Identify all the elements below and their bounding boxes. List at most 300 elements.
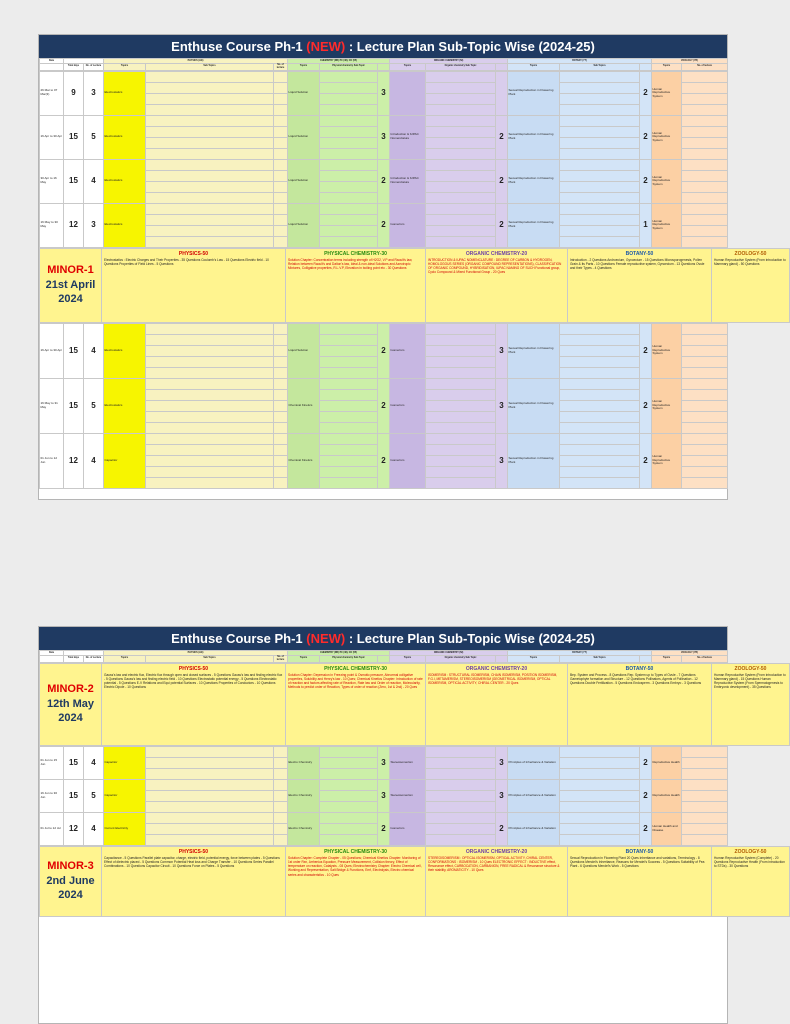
chem-lecture-cell: 2	[378, 323, 390, 378]
bot-subtopic-cell	[560, 192, 640, 203]
physics-subtopic-cell	[146, 823, 274, 834]
chem-subtopic-cell	[320, 323, 378, 334]
total-days-cell: 12	[64, 433, 84, 488]
zoo-subtopic-cell	[682, 422, 728, 433]
chem-topic-cell: Electro Chemistry	[288, 779, 320, 812]
bot-subtopic-cell	[560, 214, 640, 225]
bot-subtopic-cell	[560, 71, 640, 82]
minor-1-organic: ORGANIC CHEMISTRY-20 INTRODUCTION & IUPAC NOMENCLATURE : DEGREE OF CARBON & HYDROGEN, HOMOLOGOUS SERIES (ORGANIC COMPOUND REPRESENTATIONS), CLASSIFICATION OF ORGANIC COMPOUND, HYBRIDISATION, IUPAC NAMING OF SUCH Functional group, Cyclo Compound & Mixed Functional Group - 20 Ques	[426, 248, 568, 322]
org-subtopic-cell	[426, 433, 496, 444]
chem-subtopic-cell	[320, 104, 378, 115]
physics-subtopics-header: Sub Topics	[146, 64, 274, 71]
physics-subtopic-cell	[146, 422, 274, 433]
zoo-subtopic-cell	[682, 334, 728, 345]
chem-subtopic-cell	[320, 203, 378, 214]
physics-subtopic-cell	[146, 367, 274, 378]
physics-subtopic-cell	[146, 801, 274, 812]
chem-subtopic-cell	[320, 389, 378, 400]
org-topic-cell: Stereoisomerism	[390, 779, 426, 812]
physics-subtopic-cell	[146, 137, 274, 148]
physics-subtopic-cell	[146, 192, 274, 203]
chem-topic-cell: Electro Chemistry	[288, 812, 320, 845]
physics-topic-cell: Current Electricity	[104, 812, 146, 845]
lectures-cell: 4	[84, 159, 104, 203]
minor-3-botany: BOTANY-50 Sexual Reproduction in Flowering Plant 20 Ques Inheritance and variations, Terminology - 8 Questions Mendel's Inheritance, Reasons for Mendel's Success - 5 Questions Suitability of Pea Plant - 6 Questions Mendel's Work - 5 Questions	[568, 846, 712, 916]
schedule-row	[40, 159, 728, 170]
org-subtopic-cell	[426, 159, 496, 170]
org-topic-cell: Isomerism	[390, 378, 426, 433]
zoo-subtopic-cell	[682, 71, 728, 82]
schedule-row	[40, 203, 728, 214]
bot-subtopic-cell	[560, 455, 640, 466]
chem-topics-header-2: Topics	[288, 656, 320, 663]
zoology-header-2: ZOOLOGY (YB)	[652, 651, 728, 656]
schedule-block-3	[39, 746, 727, 846]
zoo-topic-cell: Human Reproductive System	[652, 71, 682, 115]
chemistry-header-2: CHEMISTRY (RR) PC (38), OC (55)	[288, 651, 390, 656]
org-topic-cell: Isomerism	[390, 323, 426, 378]
schedule-row	[40, 433, 728, 444]
bot-subtopics-header: Sub Topics	[560, 64, 640, 71]
bot-topics-header-2: Topics	[508, 656, 560, 663]
org-topics-header-2: Topics	[390, 656, 426, 663]
zoo-topic-cell: Human Reproductive System	[652, 323, 682, 378]
minor-1-zoology: ZOOLOGY-50 Human Reproductive System (From introduction to Mammary gland) - 50 Questions	[712, 248, 790, 322]
chem-topic-cell: Chemical Kinetics	[288, 433, 320, 488]
org-subtopic-cell	[426, 203, 496, 214]
chem-subtopic-cell	[320, 115, 378, 126]
minor-3-label: MINOR-3 2nd June 2024	[40, 846, 102, 916]
chem-lecture-cell: 2	[378, 378, 390, 433]
physics-subtopic-cell	[146, 345, 274, 356]
zoo-lecture-header-2: No. of lecture	[682, 656, 728, 663]
org-subtopic-cell	[426, 477, 496, 488]
lectures-cell: 4	[84, 746, 104, 779]
zoo-subtopic-cell	[682, 137, 728, 148]
chem-lecture-cell: 3	[378, 115, 390, 159]
org-topic-cell: Isomerism	[390, 203, 426, 247]
zoo-subtopic-cell	[682, 378, 728, 389]
org-lecture-cell: 2	[496, 115, 508, 159]
chem-subtopic-cell	[320, 356, 378, 367]
bot-topic-cell: Sexual Reproduction in Flowering Plant	[508, 115, 560, 159]
chem-subtopic-cell	[320, 444, 378, 455]
date-header: Date	[40, 59, 64, 64]
bot-lecture-cell: 2	[640, 159, 652, 203]
chem-topic-cell: Liquid Solution	[288, 159, 320, 203]
physics-topic-cell: Capacitor	[104, 433, 146, 488]
minor-2-label: MINOR-2 12th May 2024	[40, 663, 102, 745]
org-subtopics-header-2: Organic chemistry Sub Topic	[426, 656, 496, 663]
lectures-cell: 3	[84, 71, 104, 115]
org-topic-cell: Introduction & IUPAC Nomenclature	[390, 159, 426, 203]
zoo-subtopic-cell	[682, 214, 728, 225]
physics-topic-cell: Electrostatics	[104, 203, 146, 247]
zoo-subtopic-cell	[682, 812, 728, 823]
subheader-row	[40, 64, 728, 71]
org-subtopic-cell	[426, 82, 496, 93]
lecture-table-2	[39, 650, 728, 663]
org-subtopic-cell	[426, 236, 496, 247]
org-topic-cell: Stereoisomerism	[390, 746, 426, 779]
org-subtopic-cell	[426, 768, 496, 779]
bot-subtopic-cell	[560, 779, 640, 790]
physics-subtopic-cell	[146, 768, 274, 779]
org-topic-cell: Isomerism	[390, 812, 426, 845]
zoo-topics-header: Topics	[652, 64, 682, 71]
zoology-header: ZOOLOGY (YB)	[652, 59, 728, 64]
bot-subtopic-cell	[560, 93, 640, 104]
bot-subtopic-cell	[560, 345, 640, 356]
org-lecture-cell: 3	[496, 433, 508, 488]
schedule-row	[40, 746, 728, 757]
zoo-subtopic-cell	[682, 82, 728, 93]
zoo-subtopic-cell	[682, 411, 728, 422]
physics-subtopic-cell	[146, 389, 274, 400]
chem-subtopic-cell	[320, 345, 378, 356]
minor-2-organic: ORGANIC CHEMISTRY-20 ISOMERISM : STRUCTURAL ISOMERISM, CHAIN ISOMERISM, POSITION ISOMERISM, F.G.I, METAMERISM, STEREOISOMERISM (GEOMETRICAL ISOMERISM, OPTICAL ISOMERISM, OPTICAL ACTIVITY, CHIRAL CENTER - 20 Ques	[426, 663, 568, 745]
org-topic-cell	[390, 71, 426, 115]
zoo-subtopic-cell	[682, 367, 728, 378]
zoo-subtopic-cell	[682, 181, 728, 192]
total-days-cell: 12	[64, 203, 84, 247]
chem-subtopic-cell	[320, 93, 378, 104]
physics-subtopic-cell	[146, 203, 274, 214]
org-subtopic-cell	[426, 444, 496, 455]
chem-subtopic-cell	[320, 71, 378, 82]
bot-subtopic-cell	[560, 757, 640, 768]
minor-2-zoology: ZOOLOGY-50 Human Reproductive System (From introduction to Mammary gland) - 15 Questions Human Reproductive System (From Spermatogenesis to Embryonic development) - 35 Questions	[712, 663, 790, 745]
minor-3-row	[39, 846, 790, 917]
physics-topic-cell: Electrostatics	[104, 159, 146, 203]
bot-subtopic-cell	[560, 422, 640, 433]
org-subtopic-cell	[426, 93, 496, 104]
org-subtopic-cell	[426, 389, 496, 400]
physics-subtopic-cell	[146, 115, 274, 126]
zoo-subtopic-cell	[682, 400, 728, 411]
chem-subtopic-cell	[320, 801, 378, 812]
date-cell: 16 Apr to 30 Apr	[40, 323, 64, 378]
physics-topic-cell: Capacitor	[104, 779, 146, 812]
org-lecture-cell: 3	[496, 378, 508, 433]
chem-lecture-cell: 3	[378, 746, 390, 779]
zoo-topics-header-2: Topics	[652, 656, 682, 663]
bot-lecture-cell: 2	[640, 378, 652, 433]
zoo-subtopic-cell	[682, 466, 728, 477]
bot-lecture-cell: 1	[640, 203, 652, 247]
zoo-topic-cell: Reproductive Health	[652, 746, 682, 779]
physics-subtopic-cell	[146, 214, 274, 225]
minor-1-chemistry: PHYSICAL CHEMISTRY-30 Solution Chapter: Concentration terms including strength of H2O2, V.P and Raoult's law, Relation between Raoult's and Dalton's law, Ideal & non-ideal Solutions and Azeotropic Mixtures, Colligative properties, R.L.V.P, Elevation in boiling point etc - 30 Questions	[286, 248, 426, 322]
bot-subtopics-header-2: Sub Topics	[560, 656, 640, 663]
bot-subtopic-cell	[560, 466, 640, 477]
org-subtopic-cell	[426, 104, 496, 115]
chem-lecture-cell: 2	[378, 203, 390, 247]
physics-subtopic-cell	[146, 104, 274, 115]
bot-lecture-cell: 2	[640, 323, 652, 378]
org-subtopic-cell	[426, 455, 496, 466]
bot-subtopic-cell	[560, 834, 640, 845]
org-subtopic-cell	[426, 334, 496, 345]
total-days-cell: 15	[64, 159, 84, 203]
chem-subtopic-cell	[320, 137, 378, 148]
bot-subtopic-cell	[560, 768, 640, 779]
zoo-subtopic-cell	[682, 356, 728, 367]
physics-subtopic-cell	[146, 236, 274, 247]
bot-subtopic-cell	[560, 801, 640, 812]
total-days-cell: 15	[64, 115, 84, 159]
lectures-header-2: No. of Lecture	[84, 656, 104, 663]
org-subtopic-cell	[426, 790, 496, 801]
lectures-cell: 4	[84, 812, 104, 845]
chem-subtopics-header-2: Physical chemistry Sub-Topic	[320, 656, 378, 663]
chem-subtopic-cell	[320, 214, 378, 225]
schedule-block-1	[39, 71, 727, 248]
total-days-cell: 15	[64, 746, 84, 779]
org-subtopic-cell	[426, 225, 496, 236]
zoo-subtopic-cell	[682, 768, 728, 779]
physics-subtopic-cell	[146, 378, 274, 389]
total-days-header-2: Total days	[64, 656, 84, 663]
org-subtopic-cell	[426, 378, 496, 389]
date-cell: 16 May to 30 May	[40, 203, 64, 247]
schedule-block-2	[39, 323, 727, 489]
schedule-row	[40, 115, 728, 126]
physics-subtopic-cell	[146, 93, 274, 104]
bot-subtopic-cell	[560, 812, 640, 823]
chem-subtopic-cell	[320, 455, 378, 466]
lectures-cell: 4	[84, 323, 104, 378]
org-subtopic-cell	[426, 148, 496, 159]
date-cell: 16 Jun to 30 Jun	[40, 779, 64, 812]
bot-lecture-cell: 2	[640, 779, 652, 812]
bot-lecture-cell: 2	[640, 71, 652, 115]
org-subtopic-cell	[426, 823, 496, 834]
org-subtopic-cell	[426, 115, 496, 126]
bot-subtopic-cell	[560, 378, 640, 389]
bot-subtopic-cell	[560, 82, 640, 93]
zoo-topic-cell: Human Reproductive System	[652, 378, 682, 433]
bot-subtopic-cell	[560, 823, 640, 834]
physics-subtopic-cell	[146, 812, 274, 823]
zoo-subtopic-cell	[682, 779, 728, 790]
org-subtopic-cell	[426, 411, 496, 422]
zoo-subtopic-cell	[682, 126, 728, 137]
zoo-subtopic-cell	[682, 148, 728, 159]
bot-topic-cell: Sexual Reproduction in Flowering Plant	[508, 378, 560, 433]
bot-subtopic-cell	[560, 159, 640, 170]
zoo-topic-cell: Reproductive Health	[652, 779, 682, 812]
total-days-cell: 12	[64, 812, 84, 845]
org-lecture-cell	[496, 71, 508, 115]
minor-3-zoology: ZOOLOGY-50 Human Reproductive System (Complete) - 20 Questions Reproductive Health (From introduction to STDs) - 30 Questions	[712, 846, 790, 916]
minor-1-row	[39, 248, 790, 323]
physics-header: PHYSICS (LIE)	[104, 59, 288, 64]
chem-subtopic-cell	[320, 378, 378, 389]
zoo-topic-cell: Human Reproductive System	[652, 203, 682, 247]
chem-subtopic-cell	[320, 126, 378, 137]
org-subtopic-cell	[426, 214, 496, 225]
minor-3-chemistry: PHYSICAL CHEMISTRY-30 Solution Chapter: Complete Chapter - 05 Questions; Chemical Kinetics Chapter: Monitoring of 1st order Rxn, Arrhenius Equation, Pressure Measurement, Collision theory, Effect of temperature on reaction, Catalysts - 08 Ques; Electrochemistry Chapter: Electro Chemical cell, Working and Representation, Salt Bridge & Functions, Emf, Electrolysis, Electro chemical series and characteristics - 10 Ques	[286, 846, 426, 916]
physics-subtopic-cell	[146, 834, 274, 845]
zoo-subtopic-cell	[682, 433, 728, 444]
zoo-subtopic-cell	[682, 444, 728, 455]
org-lecture-cell: 3	[496, 746, 508, 779]
physics-topics-header-2: Topics	[104, 656, 146, 663]
bot-subtopic-cell	[560, 367, 640, 378]
organic-header-2: ORGANIC CHEMISTRY (NI)	[390, 651, 508, 656]
chem-subtopic-cell	[320, 768, 378, 779]
bot-subtopic-cell	[560, 104, 640, 115]
zoo-subtopic-cell	[682, 203, 728, 214]
org-topics-header: Topics	[390, 64, 426, 71]
zoo-subtopic-cell	[682, 225, 728, 236]
date-cell: 16 Apr to 30 Apr	[40, 115, 64, 159]
chem-subtopic-cell	[320, 779, 378, 790]
date-cell: 26 Mar to 07 Mar(3)	[40, 71, 64, 115]
physics-lecture-header: No. of lecture	[274, 64, 288, 71]
bot-topic-cell: Principles of Inheritance & Variation	[508, 779, 560, 812]
chem-lecture-cell: 3	[378, 71, 390, 115]
bot-topic-cell: Principles of Inheritance & Variation	[508, 812, 560, 845]
org-subtopic-cell	[426, 71, 496, 82]
physics-subtopic-cell	[146, 790, 274, 801]
zoo-lecture-header: No. of lecture	[682, 64, 728, 71]
chem-topic-cell: Liquid Solution	[288, 71, 320, 115]
zoo-subtopic-cell	[682, 389, 728, 400]
org-subtopic-cell	[426, 126, 496, 137]
zoo-subtopic-cell	[682, 455, 728, 466]
chem-subtopic-cell	[320, 834, 378, 845]
org-lecture-cell: 2	[496, 203, 508, 247]
physics-subtopic-cell	[146, 71, 274, 82]
org-subtopics-header: Organic chemistry Sub Topic	[426, 64, 496, 71]
minor-2-chemistry: PHYSICAL CHEMISTRY-30 Solution Chapter: Depression in Freezing point & Osmotic pressure, Abnormal colligative properties, Solubility and Henry's law - 10 Ques; Chemical Kinetics Chapter: Introduction of rate of reaction and factors affecting rate of Reaction, Rate law and Order of reaction, Molecularity, Methods to predict order of Reaction, Types of order of reaction (Zero, 1st & 2nd) - 20 Ques	[286, 663, 426, 745]
zoo-subtopic-cell	[682, 104, 728, 115]
org-lecture-cell: 2	[496, 812, 508, 845]
total-days-header: Total days	[64, 64, 84, 71]
bot-lecture-cell: 2	[640, 433, 652, 488]
bot-topic-cell: Principles of Inheritance & Variation	[508, 746, 560, 779]
chem-subtopic-cell	[320, 433, 378, 444]
zoo-topic-cell: Human Reproductive System	[652, 159, 682, 203]
bot-subtopic-cell	[560, 323, 640, 334]
chem-topic-cell: Liquid Solution	[288, 203, 320, 247]
zoo-topic-cell: Human Reproductive System	[652, 433, 682, 488]
org-subtopic-cell	[426, 746, 496, 757]
org-topic-cell: Introduction & IUPAC Nomenclature	[390, 115, 426, 159]
physics-subtopic-cell	[146, 159, 274, 170]
chem-subtopic-cell	[320, 823, 378, 834]
zoo-subtopic-cell	[682, 790, 728, 801]
chem-lecture-cell: 2	[378, 159, 390, 203]
physics-header-2: PHYSICS (LIE)	[104, 651, 288, 656]
lectures-cell: 5	[84, 115, 104, 159]
chem-subtopic-cell	[320, 82, 378, 93]
zoo-subtopic-cell	[682, 757, 728, 768]
physics-subtopic-cell	[146, 433, 274, 444]
org-subtopic-cell	[426, 323, 496, 334]
lecture-plan-sheet-2	[38, 626, 786, 1024]
physics-topic-cell: Electrostatics	[104, 323, 146, 378]
physics-subtopic-cell	[146, 170, 274, 181]
bot-topics-header: Topics	[508, 64, 560, 71]
minor-1-physics: PHYSICS-50 Electrostatics : Electric Charges and Their Properties - 35 Questions Coulomb's Law - 15 Questions Electric field - 10 Questions Properties of Field Lines - 5 Questions	[102, 248, 286, 322]
bot-subtopic-cell	[560, 181, 640, 192]
botany-header: BOTANY (YT)	[508, 59, 652, 64]
org-subtopic-cell	[426, 834, 496, 845]
bot-subtopic-cell	[560, 137, 640, 148]
chem-subtopic-cell	[320, 367, 378, 378]
physics-subtopic-cell	[146, 746, 274, 757]
date-cell: 01 Jun to 12 Jun	[40, 433, 64, 488]
physics-topic-cell: Electrostatics	[104, 378, 146, 433]
physics-lecture-header-2: No. of lecture	[274, 656, 288, 663]
physics-subtopic-cell	[146, 411, 274, 422]
zoo-subtopic-cell	[682, 192, 728, 203]
chem-topic-cell: Electro Chemistry	[288, 746, 320, 779]
botany-header-2: BOTANY (YT)	[508, 651, 652, 656]
chem-subtopic-cell	[320, 790, 378, 801]
chem-subtopic-cell	[320, 746, 378, 757]
chem-subtopic-cell	[320, 411, 378, 422]
bot-subtopic-cell	[560, 334, 640, 345]
bot-subtopic-cell	[560, 433, 640, 444]
chem-subtopic-cell	[320, 400, 378, 411]
date-cell: 01 Jul to 12 Jul	[40, 812, 64, 845]
zoo-subtopic-cell	[682, 834, 728, 845]
org-lecture-cell: 3	[496, 323, 508, 378]
date-cell: 16 May to 31 May	[40, 378, 64, 433]
zoo-subtopic-cell	[682, 823, 728, 834]
physics-subtopic-cell	[146, 126, 274, 137]
bot-topic-cell: Sexual Reproduction in Flowering Plant	[508, 323, 560, 378]
physics-subtopic-cell	[146, 82, 274, 93]
organic-header: ORGANIC CHEMISTRY (NI)	[390, 59, 508, 64]
org-subtopic-cell	[426, 345, 496, 356]
chem-subtopic-cell	[320, 192, 378, 203]
bot-subtopic-cell	[560, 411, 640, 422]
chem-subtopic-cell	[320, 236, 378, 247]
chem-subtopics-header: Physical chemistry Sub-Topic	[320, 64, 378, 71]
date-cell: 01 Jun to 15 Jun	[40, 746, 64, 779]
lectures-cell: 5	[84, 378, 104, 433]
physics-subtopic-cell	[146, 334, 274, 345]
zoo-subtopic-cell	[682, 746, 728, 757]
total-days-cell: 15	[64, 323, 84, 378]
zoo-subtopic-cell	[682, 477, 728, 488]
physics-subtopic-cell	[146, 455, 274, 466]
bot-subtopic-cell	[560, 389, 640, 400]
chem-topic-cell: Chemical Kinetics	[288, 378, 320, 433]
bot-subtopic-cell	[560, 236, 640, 247]
org-subtopic-cell	[426, 192, 496, 203]
bot-topic-cell: Sexual Reproduction in Flowering Plant	[508, 71, 560, 115]
zoo-subtopic-cell	[682, 170, 728, 181]
zoo-topic-cell: Human Reproductive System	[652, 115, 682, 159]
lectures-cell: 5	[84, 779, 104, 812]
physics-topic-cell: Electrostatics	[104, 115, 146, 159]
minor-2-physics: PHYSICS-50 Gauss's law and electric flux, Electric flux through open and closed surfaces - 5 Questions Gauss's law and finding electric flux - 5 Questions Gauss's law and finding electric field - 10 Questions Electrostatic potential energy - 5 Questions Electrostatic potential - 5 Questions E-V Relations and Equi potential Surfaces - 10 Questions Properties of Conductors - 10 Questions Electric Dipole - 10 Questions	[102, 663, 286, 745]
total-days-cell: 9	[64, 71, 84, 115]
date-cell: 30 Apr to 16 May	[40, 159, 64, 203]
minor-3-physics: PHYSICS-50 Capacitance - 5 Questions Parallel plate capacitor, charge, electric field, potential energy, force between plates - 5 Questions Effect of dielectric placed - 5 Questions Common Potential Heat loss and Charge Transfer - 10 Questions Series Parallel Combinations - 10 Questions Capacitor Circuit - 10 Questions Force on Plates - 5 Questions	[102, 846, 286, 916]
physics-subtopic-cell	[146, 779, 274, 790]
chem-lecture-cell: 2	[378, 433, 390, 488]
lectures-cell: 4	[84, 433, 104, 488]
bot-topic-cell: Sexual Reproduction in Flowering Plant	[508, 203, 560, 247]
sheet-title: Enthuse Course Ph-1 (NEW) : Lecture Plan Sub-Topic Wise (2024-25)	[39, 35, 727, 58]
